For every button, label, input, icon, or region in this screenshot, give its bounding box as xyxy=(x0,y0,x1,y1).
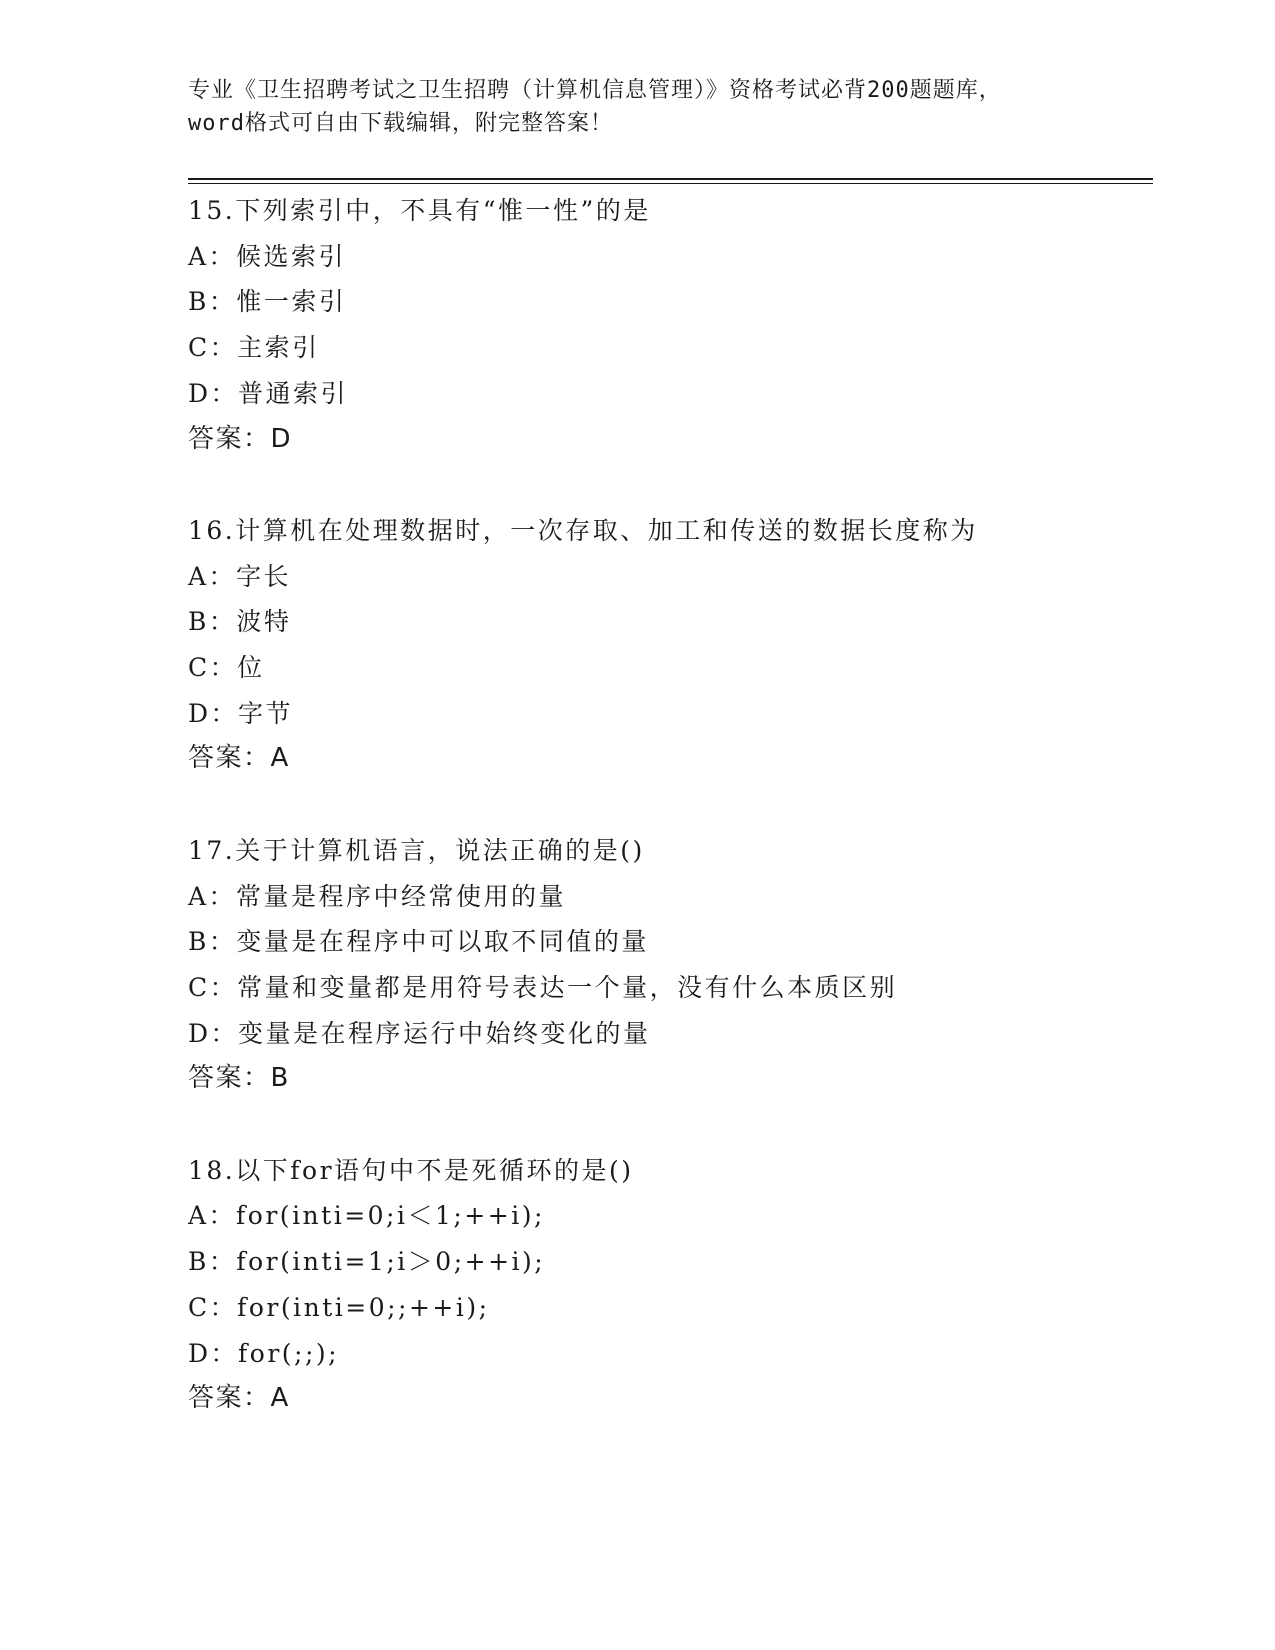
question-spacer xyxy=(188,1102,1148,1148)
option-a: A：常量是程序中经常使用的量 xyxy=(188,881,567,911)
question-18 xyxy=(188,1148,1148,1422)
question-list xyxy=(188,188,1148,1422)
question-spacer xyxy=(188,782,1148,828)
option-d: D：普通索引 xyxy=(188,378,349,408)
option-b: B：变量是在程序中可以取不同值的量 xyxy=(188,927,649,957)
question-stem: 15.下列索引中，不具有“惟一性”的是 xyxy=(188,196,651,225)
question-15 xyxy=(188,188,1148,462)
option-a: A：字长 xyxy=(188,561,292,591)
option-c: C：主索引 xyxy=(188,333,320,363)
answer: 答案：A xyxy=(188,743,290,774)
question-17 xyxy=(188,828,1148,1102)
answer: 答案：A xyxy=(188,1383,290,1414)
question-stem: 17.关于计算机语言，说法正确的是() xyxy=(188,835,645,865)
option-b: B：波特 xyxy=(188,607,292,637)
option-c: C：常量和变量都是用符号表达一个量，没有什么本质区别 xyxy=(188,972,898,1002)
question-stem: 16.计算机在处理数据时，一次存取、加工和传送的数据长度称为 xyxy=(188,515,978,545)
question-stem: 18.以下for语句中不是死循环的是() xyxy=(188,1155,634,1185)
answer: 答案：D xyxy=(188,423,293,454)
option-b: B：for(inti=1;i＞0;++i); xyxy=(188,1247,546,1277)
option-c: C：位 xyxy=(188,653,265,683)
option-c: C：for(inti=0;;++i); xyxy=(188,1292,490,1322)
option-d: D：for(;;); xyxy=(188,1338,340,1368)
question-16 xyxy=(188,508,1148,782)
option-a: A：候选索引 xyxy=(188,241,347,271)
header-title-line: 专业《卫生招聘考试之卫生招聘（计算机信息管理）》资格考试必背200题题库， xyxy=(188,78,1002,103)
answer: 答案：B xyxy=(188,1063,290,1094)
option-d: D：变量是在程序运行中始终变化的量 xyxy=(188,1018,651,1048)
document-header xyxy=(188,74,1088,140)
option-b: B：惟一索引 xyxy=(188,287,347,317)
option-d: D：字节 xyxy=(188,698,294,728)
header-divider-thin xyxy=(188,183,1153,184)
option-a: A：for(inti=0;i＜1;++i); xyxy=(188,1201,545,1231)
header-divider-thick xyxy=(188,178,1153,180)
header-subtitle-line: word格式可自由下载编辑，附完整答案！ xyxy=(188,111,613,136)
question-spacer xyxy=(188,462,1148,508)
